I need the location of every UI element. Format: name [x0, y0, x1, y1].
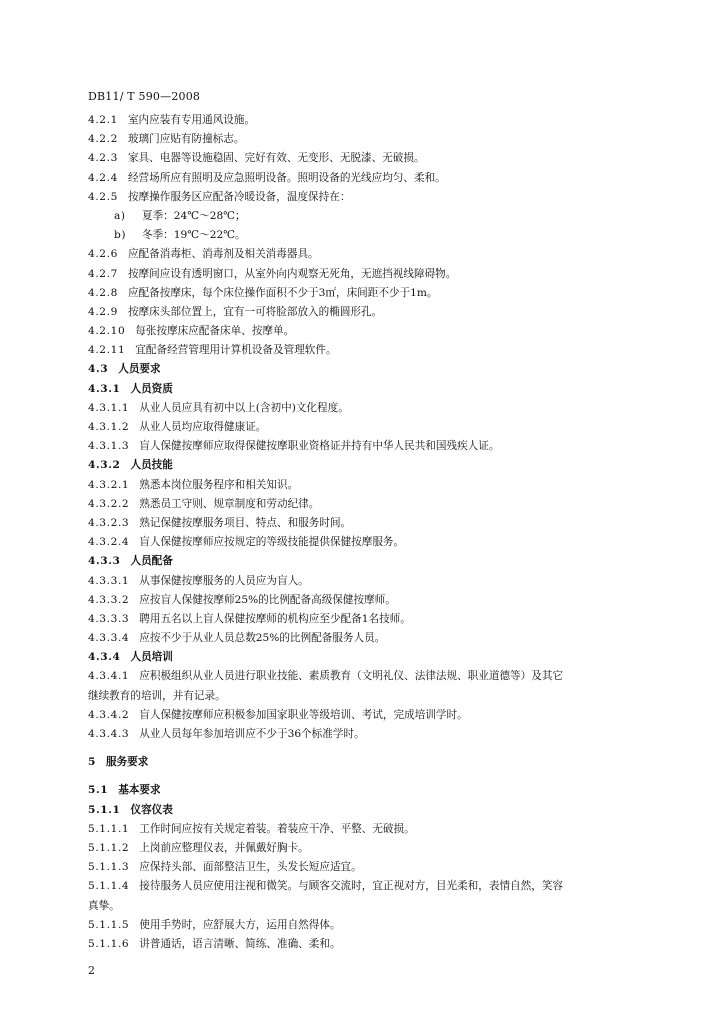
clause-line: [88, 495, 644, 514]
clause-number: 4.2.7: [88, 267, 118, 280]
clause-number: 4.3.2: [88, 459, 121, 472]
clause-text: 使用手势时，应舒展大方，运用自然得体。: [139, 918, 341, 931]
clause-number: 5.1.1.5: [88, 918, 130, 931]
clause-number: 4.2.8: [88, 286, 118, 299]
clause-line: [88, 303, 644, 322]
clause-line: [88, 476, 644, 495]
clause-line: [88, 839, 644, 858]
clause-line: [88, 265, 644, 284]
clause-line: [88, 877, 644, 896]
clause-line: [88, 858, 644, 877]
clause-text: 玻璃门应贴有防撞标志。: [127, 133, 245, 146]
clause-text: 人员要求: [118, 363, 161, 376]
clause-line: [88, 341, 644, 360]
clause-text: 从事保健按摩服务的人员应为盲人。: [139, 574, 309, 587]
section-gap: [88, 772, 644, 781]
clause-text: 夏季：24℃～28℃；: [142, 209, 246, 222]
clause-number: 5.1.1.2: [88, 841, 130, 854]
clause-number: 4.2.6: [88, 248, 118, 261]
clause-text: 从业人员应具有初中以上(含初中)文化程度。: [139, 401, 349, 414]
list-item: [88, 226, 644, 245]
clause-text: 讲普通话，语言清晰、简练、准确、柔和。: [139, 937, 341, 950]
clause-number: 5.1.1.1: [88, 822, 130, 835]
clause-number: 4.3.3.4: [88, 632, 130, 645]
clause-number: a): [114, 209, 126, 222]
clause-line: [88, 725, 644, 744]
clause-line: [88, 111, 644, 130]
clause-line: [88, 916, 644, 935]
clause-text: 应积极组织从业人员进行职业技能、素质教育（文明礼仪、法律法规、职业道德等）及其它: [139, 670, 564, 683]
clause-number: 4.2.3: [88, 152, 118, 165]
clause-number: 4.3.3: [88, 555, 121, 568]
section-heading: [88, 380, 644, 399]
clause-text: 从业人员均应取得健康证。: [139, 421, 267, 433]
clause-text: 人员配备: [130, 555, 173, 568]
clause-number: 4.3.1.1: [88, 401, 130, 414]
clause-number: 4.3.2.1: [88, 478, 130, 491]
clause-number: 5.1: [88, 784, 109, 797]
document-header: DB11/ T 590—2008: [88, 90, 201, 103]
clause-number: 4.3.4.2: [88, 708, 130, 721]
clause-number: 4.3.4.3: [88, 728, 130, 740]
clause-number: 4.3.3.1: [88, 574, 130, 587]
clause-number: 4.2.2: [88, 133, 118, 146]
clause-line: [88, 169, 644, 188]
clause-text: 仪容仪表: [130, 803, 173, 816]
clause-number: 5.1.1.3: [88, 861, 130, 874]
clause-number: 4.2.9: [88, 305, 118, 318]
clause-text: 家具、电器等设施稳固、完好有效、无变形、无脱漆、无破损。: [127, 152, 425, 165]
section-heading: [88, 753, 644, 772]
clause-text: 应保持头部、面部整洁卫生，头发长短应适宜。: [139, 861, 362, 874]
clause-number: 4.3.2.2: [88, 497, 130, 510]
clause-text: 按摩床头部位置上，宜有一可将脸部放入的椭圆形孔。: [127, 305, 383, 318]
clause-number: 4.3.3.3: [88, 612, 130, 625]
clause-line: [88, 610, 644, 629]
clause-number: 4.3.4: [88, 651, 121, 664]
clause-number: 5.1.1.4: [88, 880, 130, 893]
clause-text: 应按不少于从业人员总数25%的比例配备服务人员。: [139, 632, 386, 645]
clause-number: 4.3.2.4: [88, 536, 130, 549]
clause-line: [88, 629, 644, 648]
section-heading: [88, 648, 644, 667]
clause-text: 每张按摩床应配备床单、按摩单。: [135, 325, 295, 338]
clause-line: [88, 706, 644, 725]
clause-line: [88, 591, 644, 610]
clause-number: 4.3: [88, 363, 109, 376]
clause-text: 应按盲人保健按摩师25%的比例配备高级保健按摩师。: [139, 593, 396, 606]
clause-number: 4.2.4: [88, 171, 118, 184]
clause-line: [88, 935, 644, 954]
list-item: [88, 207, 644, 226]
clause-line: [88, 149, 644, 168]
clause-line: [88, 284, 644, 303]
clause-text: 盲人保健按摩师应按规定的等级技能提供保健按摩服务。: [139, 536, 405, 549]
clause-text: 服务要求: [105, 756, 149, 769]
clause-text: 工作时间应按有关规定着装。着装应干净、平整、无破损。: [139, 822, 415, 835]
clause-text: 熟悉员工守则、规章制度和劳动纪律。: [139, 497, 320, 510]
clause-text: 人员技能: [130, 459, 173, 472]
clause-number: 4.3.4.1: [88, 670, 130, 683]
page-number: 2: [88, 964, 95, 977]
section-gap: [88, 744, 644, 753]
clause-line: [88, 572, 644, 591]
clause-text: 室内应装有专用通风设施。: [127, 114, 256, 126]
clause-line: [88, 820, 644, 839]
clause-number: 4.3.3.2: [88, 593, 130, 606]
clause-number: 4.3.2.3: [88, 516, 130, 529]
clause-text: 聘用五名以上盲人保健按摩师的机构应至少配备1名技师。: [139, 612, 411, 625]
clause-line: [88, 533, 644, 552]
section-heading: [88, 456, 644, 475]
clause-number: 5.1.1.6: [88, 937, 130, 950]
section-heading: [88, 781, 644, 800]
clause-text: 经营场所应有照明及应急照明设备。照明设备的光线应均匀、柔和。: [127, 171, 446, 184]
clause-number: 5.1.1: [88, 803, 121, 816]
clause-text: 熟记保健按摩服务项目、特点、和服务时间。: [139, 516, 352, 529]
clause-text: 冬季：19℃～22℃。: [142, 229, 246, 242]
clause-line: [88, 188, 644, 207]
clause-line: [88, 245, 644, 264]
clause-text: 应配备按摩床，每个床位操作面积不少于3㎡，床间距不少于1m。: [127, 286, 438, 299]
clause-text: 人员培训: [130, 651, 173, 664]
section-heading: [88, 801, 644, 820]
clause-number: 4.2.1: [88, 114, 118, 126]
clause-line: [88, 418, 644, 437]
clause-text: 接待服务人员应使用注视和微笑。与顾客交流时，宜正视对方，目光柔和，表情自然，笑容: [139, 880, 564, 893]
clause-line: [88, 514, 644, 533]
clause-text: 应配备消毒柜、消毒剂及相关消毒器具。: [127, 248, 319, 261]
clause-number: 4.3.1.2: [88, 421, 130, 433]
clause-text: 基本要求: [118, 784, 161, 797]
clause-number: 4.3.1: [88, 382, 121, 395]
clause-text: 从业人员每年参加培训应不少于36个标准学时。: [139, 728, 365, 740]
clause-text: 熟悉本岗位服务程序和相关知识。: [139, 478, 299, 491]
clause-number: 4.2.10: [88, 325, 126, 338]
clause-continuation: 继续教育的培训，并有记录。: [88, 689, 226, 702]
clause-text: 人员资质: [130, 382, 173, 395]
clause-line: [88, 399, 644, 418]
clause-line: [88, 667, 644, 686]
clause-text: 盲人保健按摩师应取得保健按摩职业资格证并持有中华人民共和国残疾人证。: [139, 440, 500, 453]
clause-text: 上岗前应整理仪表，并佩戴好胸卡。: [139, 841, 309, 854]
clause-number: 4.2.5: [88, 190, 118, 203]
clause-continuation: 真挚。: [88, 899, 120, 912]
clause-line: [88, 130, 644, 149]
clause-text: 盲人保健按摩师应积极参加国家职业等级培训、考试，完成培训学时。: [139, 708, 468, 721]
section-heading: [88, 360, 644, 379]
clause-number: 4.3.1.3: [88, 440, 130, 453]
document-body: [88, 111, 644, 954]
clause-line: [88, 322, 644, 341]
section-heading: [88, 552, 644, 571]
clause-line: [88, 437, 644, 456]
clause-number: b): [114, 229, 127, 242]
clause-number: 5: [88, 756, 96, 769]
clause-text: 宜配备经营管理用计算机设备及管理软件。: [135, 344, 337, 357]
clause-number: 4.2.11: [88, 344, 126, 357]
clause-text: 按摩间应设有透明窗口，从室外向内观察无死角，无遮挡视线障碍物。: [127, 267, 457, 280]
clause-text: 按摩操作服务区应配备冷暖设备，温度保持在：: [127, 190, 351, 203]
